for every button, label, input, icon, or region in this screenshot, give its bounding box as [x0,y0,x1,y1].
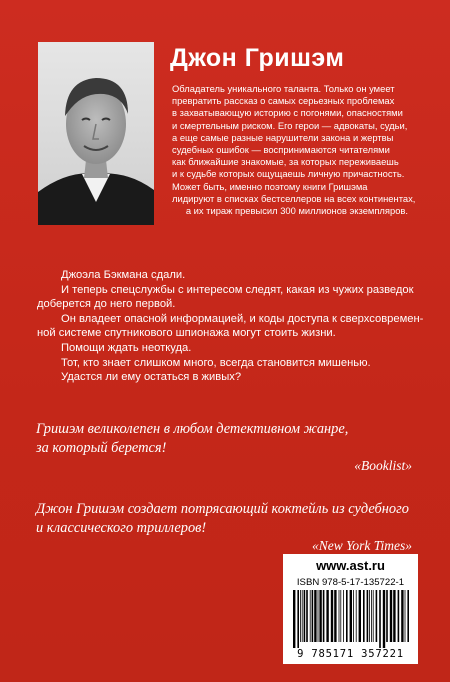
barcode-bar [300,590,301,642]
quote-line: Гришэм великолепен в любом детективном жанре, [36,421,349,437]
quote-line: и классического триллеров! [36,519,207,536]
barcode-bar [312,590,314,642]
barcode-bar [393,590,395,642]
barcode-bar [346,590,348,642]
barcode-bar [371,590,372,642]
synopsis-line: Джоэла Бэкмана сдали. [61,269,186,281]
bio-line: судебных ошибок — воспринимаются читателями [172,144,390,156]
synopsis-line: доберется до него первой. [37,298,176,311]
barcode-bar [373,590,374,642]
bio-line: как ближайшие знакомые, за которых переживаешь [172,156,399,168]
ean-number: 9 785171 357221 [297,648,404,660]
barcode-bar [383,590,385,648]
barcode-bar [318,590,319,642]
synopsis-line: Он владеет опасной информацией, и коды доступа к сверхсовремен- [61,312,424,325]
bio-line: в захватывающую историю с погонями, опасностями [172,107,403,119]
synopsis-line: Тот, кто знает слишком много, всегда становится мишенью. [61,356,371,369]
book-synopsis [37,268,424,385]
barcode-bar [401,590,403,642]
quote-line: Джон Гришэм создает потрясающий коктейль из судебного [36,501,409,517]
bio-line: Может быть, именно поэтому книги Гришэма [172,180,368,192]
synopsis-line: И теперь спецслужбы с интересом следят, какая из чужих разведок [61,283,414,296]
barcode-bar [334,590,336,642]
barcode-bar [319,590,321,642]
barcode-bar [297,590,299,648]
synopsis-line: ной системе спутникового шпионажа могут стоить жизни. [37,327,336,340]
author-portrait-image [38,42,154,225]
barcode-bar [310,590,311,642]
barcode-bar [386,590,388,642]
barcode-bar [304,590,306,642]
barcode-bar [369,590,370,642]
barcode-bar [407,590,409,642]
author-photo [38,42,154,225]
isbn-number: ISBN 978-5-17-135722-1 [296,577,405,588]
barcode-bar [343,590,344,642]
barcode-icon [291,590,410,648]
bio-line: а еще самые разные нарушители закона и жертвы [172,131,394,143]
barcode-panel [283,554,418,664]
bio-line: лидируют в списках бестселлеров на всех континентах, [172,192,416,204]
barcode-bar [293,590,295,648]
quote-source: «New York Times» [311,538,412,553]
review-quote-nyt [36,500,412,556]
barcode-bar [367,590,369,642]
barcode-bar [405,590,406,642]
author-bio [172,83,416,217]
quote-source: «Booklist» [354,458,412,473]
synopsis-line: Помощи ждать неоткуда. [61,341,192,354]
barcode-bar [353,590,354,642]
bio-line: и смертельным риском. Его герои — адвокаты, судьи, [172,119,408,131]
author-name: Джон Гришэм [170,44,345,72]
review-quote-booklist [36,420,412,476]
barcode-bar [356,590,357,642]
bio-line: превратить рассказ о самых серьезных проблемах [172,95,395,107]
barcode-bar [376,590,378,642]
publisher-website: www.ast.ru [316,558,385,573]
barcode-bar [340,590,341,642]
bio-line: а их тираж превысил 300 миллионов экземпляров. [185,205,408,217]
barcode-bar [326,590,328,642]
barcode-bar [306,590,308,642]
barcode-bar [363,590,365,642]
bio-line: Обладатель уникального таланта. Только он умеет [172,83,395,94]
barcode-bar [379,590,381,648]
bio-line: и к судьбе которых ощущаешь личную причастность. [172,168,405,180]
barcode-bar [350,590,352,642]
barcode-bar [398,590,400,642]
quote-line: за который берется! [36,439,167,456]
barcode-bar [314,590,316,642]
barcode-bar [323,590,325,642]
synopsis-line: Удастся ли ему остаться в живых? [61,371,242,384]
barcode-bar [331,590,333,642]
barcode-bar [302,590,303,642]
barcode-bar [359,590,361,642]
barcode-bar [390,590,392,642]
barcode-bar [339,590,340,642]
